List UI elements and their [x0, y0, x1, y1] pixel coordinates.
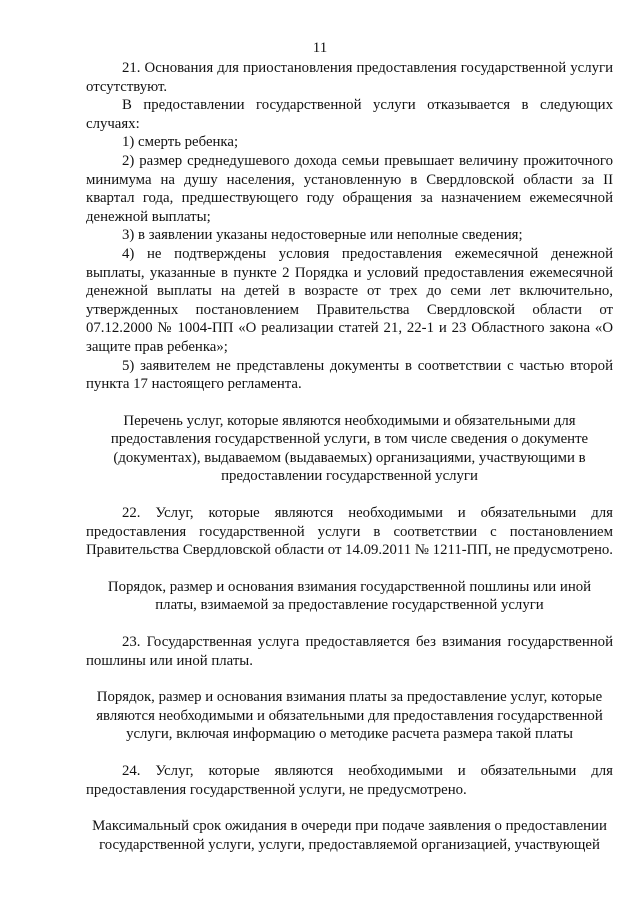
list-item-1: 1) смерть ребенка; [122, 134, 239, 151]
list-item-2: 2) размер среднедушевого дохода семьи превышает величину прожиточного минимума на душу населения, установленную в Свердловской области за II квартал года, предшествующего году обращения за назначением ежемесячной денежной выплаты; [86, 152, 613, 225]
section-heading-fee-procedure: Порядок, размер и основания взимания платы за предоставление услуг, которые являются необходимыми и обязательными для предоставления государственной услуги, включая информацию о методике расчета размера такой платы [96, 689, 603, 743]
section-heading-queue-time: Максимальный срок ожидания в очереди при подаче заявления о предоставлении государственной услуги, услуги, предоставляемой организацией, участвующей [92, 818, 607, 853]
paragraph-24: 24. Услуг, которые являются необходимыми и обязательными для предоставления государственной услуги, не предусмотрено. [86, 763, 613, 798]
paragraph-21: 21. Основания для приостановления предоставления государственной услуги отсутствуют. [86, 60, 613, 95]
paragraph-refusal-intro: В предоставлении государственной услуги отказывается в следующих случаях: [86, 97, 613, 132]
document-body [86, 59, 613, 854]
paragraph-22: 22. Услуг, которые являются необходимыми и обязательными для предоставления государственной услуги в соответствии с постановлением Правительства Свердловской области от 14.09.2011 № 1211-ПП, не предусмотрено. [86, 505, 613, 559]
section-heading-state-fee: Порядок, размер и основания взимания государственной пошлины или иной платы, взимаемой за предоставление государственной услуги [107, 578, 592, 614]
list-item-3: 3) в заявлении указаны недостоверные или неполные сведения; [122, 227, 523, 244]
page-number: 11 [312, 40, 328, 56]
section-heading-services-list: Перечень услуг, которые являются необходимыми и обязательными для предоставления государственной услуги, в том числе сведения о документе (документах), выдаваемом (выдаваемых) организациями, участвующими в предоставлении государственной услуги [110, 412, 589, 485]
list-item-4: 4) не подтверждены условия предоставления ежемесячной денежной выплаты, указанные в пункте 2 Порядка и условий предоставления ежемесячной денежной выплаты на детей в возрасте от трех до семи лет включительно, утвержденных постановлением Правительства Свердловской области от 07.12.2000 № 1004-ПП «О реализации статей 21, 22-1 и 23 Областного закона «О защите прав ребенка»; [86, 245, 613, 355]
paragraph-23: 23. Государственная услуга предоставляется без взимания государственной пошлины или иной платы. [86, 634, 613, 669]
list-item-5: 5) заявителем не представлены документы в соответствии с частью второй пункта 17 настоящего регламента. [86, 357, 613, 393]
